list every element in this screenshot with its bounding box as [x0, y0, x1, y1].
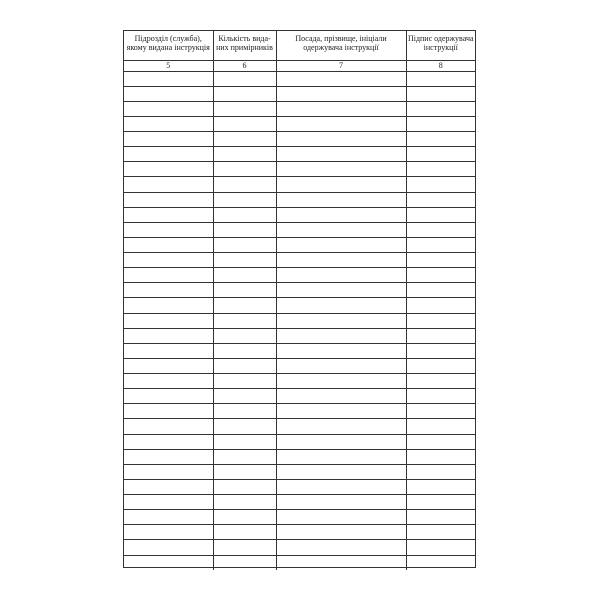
table-row [124, 71, 475, 86]
table-cell[interactable] [124, 177, 213, 192]
table-cell[interactable] [213, 147, 276, 162]
table-cell[interactable] [406, 268, 475, 283]
table-cell[interactable] [276, 389, 406, 404]
table-cell[interactable] [276, 222, 406, 237]
column-number: 5 [124, 60, 213, 71]
table-cell[interactable] [276, 101, 406, 116]
table-cell[interactable] [213, 313, 276, 328]
table-cell[interactable] [276, 298, 406, 313]
table-cell[interactable] [124, 358, 213, 373]
table-cell[interactable] [406, 404, 475, 419]
table-cell[interactable] [276, 540, 406, 555]
table-cell[interactable] [276, 162, 406, 177]
table-cell[interactable] [276, 313, 406, 328]
table-cell[interactable] [213, 419, 276, 434]
table-cell[interactable] [213, 555, 276, 570]
table-cell[interactable] [276, 177, 406, 192]
table-cell[interactable] [406, 449, 475, 464]
column-number: 7 [276, 60, 406, 71]
instruction-issue-table [124, 31, 475, 570]
table-row [124, 253, 475, 268]
table-row [124, 116, 475, 131]
table-row [124, 434, 475, 449]
table-cell[interactable] [406, 283, 475, 298]
table-cell[interactable] [124, 495, 213, 510]
table-row [124, 162, 475, 177]
table-cell[interactable] [213, 464, 276, 479]
table-cell[interactable] [124, 464, 213, 479]
register-sheet [123, 30, 476, 568]
table-cell[interactable] [406, 147, 475, 162]
table-row [124, 298, 475, 313]
table-row [124, 207, 475, 222]
table-row [124, 283, 475, 298]
table-cell[interactable] [124, 283, 213, 298]
table-cell[interactable] [406, 540, 475, 555]
table-row [124, 147, 475, 162]
table-cell[interactable] [124, 374, 213, 389]
table-row [124, 86, 475, 101]
table-cell[interactable] [124, 253, 213, 268]
table-cell[interactable] [213, 479, 276, 494]
table-cell[interactable] [276, 479, 406, 494]
table-cell[interactable] [124, 237, 213, 252]
table-cell[interactable] [406, 101, 475, 116]
table-cell[interactable] [276, 449, 406, 464]
table-cell[interactable] [406, 162, 475, 177]
table-cell[interactable] [276, 434, 406, 449]
table-cell[interactable] [124, 162, 213, 177]
table-row [124, 192, 475, 207]
table-cell[interactable] [213, 283, 276, 298]
table-row [124, 464, 475, 479]
table-row [124, 343, 475, 358]
table-cell[interactable] [406, 177, 475, 192]
table-row [124, 177, 475, 192]
table-cell[interactable] [124, 449, 213, 464]
table-cell[interactable] [124, 116, 213, 131]
table-cell[interactable] [276, 283, 406, 298]
table-cell[interactable] [124, 313, 213, 328]
table-cell[interactable] [276, 464, 406, 479]
table-cell[interactable] [124, 298, 213, 313]
table-row [124, 358, 475, 373]
table-cell[interactable] [276, 237, 406, 252]
table-cell[interactable] [124, 404, 213, 419]
table-cell[interactable] [406, 358, 475, 373]
table-cell[interactable] [213, 71, 276, 86]
table-row [124, 222, 475, 237]
table-cell[interactable] [124, 328, 213, 343]
table-cell[interactable] [124, 479, 213, 494]
table-cell[interactable] [406, 389, 475, 404]
table-cell[interactable] [213, 343, 276, 358]
table-cell[interactable] [213, 222, 276, 237]
table-cell[interactable] [213, 495, 276, 510]
table-cell[interactable] [124, 86, 213, 101]
table-cell[interactable] [276, 358, 406, 373]
table-cell[interactable] [406, 419, 475, 434]
header-signature: Підпис одержувача інструкції [406, 31, 475, 60]
table-cell[interactable] [213, 328, 276, 343]
table-cell[interactable] [213, 358, 276, 373]
table-cell[interactable] [213, 525, 276, 540]
table-cell[interactable] [213, 434, 276, 449]
table-cell[interactable] [276, 328, 406, 343]
table-cell[interactable] [276, 268, 406, 283]
table-cell[interactable] [406, 555, 475, 570]
table-cell[interactable] [213, 162, 276, 177]
table-row [124, 540, 475, 555]
table-cell[interactable] [276, 555, 406, 570]
table-cell[interactable] [213, 253, 276, 268]
table-cell[interactable] [213, 116, 276, 131]
table-cell[interactable] [406, 343, 475, 358]
table-cell[interactable] [276, 207, 406, 222]
table-cell[interactable] [213, 192, 276, 207]
table-cell[interactable] [124, 555, 213, 570]
table-cell[interactable] [124, 101, 213, 116]
table-row [124, 374, 475, 389]
table-cell[interactable] [213, 374, 276, 389]
table-row [124, 419, 475, 434]
table-cell[interactable] [213, 207, 276, 222]
table-cell[interactable] [124, 434, 213, 449]
table-cell[interactable] [124, 419, 213, 434]
table-row [124, 313, 475, 328]
table-cell[interactable] [406, 253, 475, 268]
table-cell[interactable] [276, 374, 406, 389]
column-number: 6 [213, 60, 276, 71]
table-cell[interactable] [124, 343, 213, 358]
table-cell[interactable] [276, 132, 406, 147]
table-cell[interactable] [276, 404, 406, 419]
table-cell[interactable] [406, 434, 475, 449]
table-row [124, 525, 475, 540]
table-cell[interactable] [213, 86, 276, 101]
table-cell[interactable] [406, 237, 475, 252]
table-cell[interactable] [406, 328, 475, 343]
table-cell[interactable] [124, 525, 213, 540]
table-cell[interactable] [276, 495, 406, 510]
table-cell[interactable] [124, 510, 213, 525]
table-cell[interactable] [406, 495, 475, 510]
table-row [124, 510, 475, 525]
table-cell[interactable] [276, 510, 406, 525]
table-cell[interactable] [406, 298, 475, 313]
table-cell[interactable] [406, 86, 475, 101]
table-cell[interactable] [406, 222, 475, 237]
table-cell[interactable] [124, 540, 213, 555]
table-cell[interactable] [124, 389, 213, 404]
table-cell[interactable] [213, 404, 276, 419]
table-cell[interactable] [406, 525, 475, 540]
table-cell[interactable] [276, 86, 406, 101]
table-cell[interactable] [213, 510, 276, 525]
table-cell[interactable] [276, 253, 406, 268]
table-row [124, 479, 475, 494]
table-cell[interactable] [276, 419, 406, 434]
table-row [124, 404, 475, 419]
table-row [124, 268, 475, 283]
header-department: Підрозділ (служба), якому видана інструкція [124, 31, 213, 60]
table-cell[interactable] [406, 479, 475, 494]
table-row [124, 389, 475, 404]
table-cell[interactable] [406, 464, 475, 479]
table-cell[interactable] [213, 177, 276, 192]
column-number: 8 [406, 60, 475, 71]
table-cell[interactable] [213, 540, 276, 555]
table-cell[interactable] [276, 116, 406, 131]
table-row [124, 449, 475, 464]
table-cell[interactable] [213, 268, 276, 283]
table-cell[interactable] [124, 207, 213, 222]
table-cell[interactable] [276, 192, 406, 207]
table-cell[interactable] [276, 343, 406, 358]
table-row [124, 328, 475, 343]
table-cell[interactable] [406, 71, 475, 86]
table-row [124, 555, 475, 570]
table-cell[interactable] [406, 207, 475, 222]
table-cell[interactable] [276, 71, 406, 86]
table-cell[interactable] [213, 237, 276, 252]
table-cell[interactable] [124, 222, 213, 237]
table-cell[interactable] [213, 132, 276, 147]
table-cell[interactable] [406, 192, 475, 207]
table-cell[interactable] [406, 132, 475, 147]
table-cell[interactable] [213, 298, 276, 313]
table-row [124, 101, 475, 116]
table-cell[interactable] [276, 525, 406, 540]
table-cell[interactable] [124, 192, 213, 207]
table-cell[interactable] [213, 389, 276, 404]
table-cell[interactable] [406, 374, 475, 389]
table-cell[interactable] [213, 449, 276, 464]
table-cell[interactable] [124, 268, 213, 283]
table-cell[interactable] [124, 147, 213, 162]
table-row [124, 132, 475, 147]
column-number-row [124, 60, 475, 71]
header-recipient: Посада, прізвище, ініціали одержувача інструкції [276, 31, 406, 60]
table-row [124, 495, 475, 510]
table-cell[interactable] [213, 101, 276, 116]
table-cell[interactable] [406, 510, 475, 525]
table-cell[interactable] [124, 71, 213, 86]
table-cell[interactable] [124, 132, 213, 147]
table-cell[interactable] [406, 116, 475, 131]
table-cell[interactable] [276, 147, 406, 162]
table-row [124, 237, 475, 252]
header-row [124, 31, 475, 60]
table-cell[interactable] [406, 313, 475, 328]
header-copies-count: Кількість вида-них примірників [213, 31, 276, 60]
